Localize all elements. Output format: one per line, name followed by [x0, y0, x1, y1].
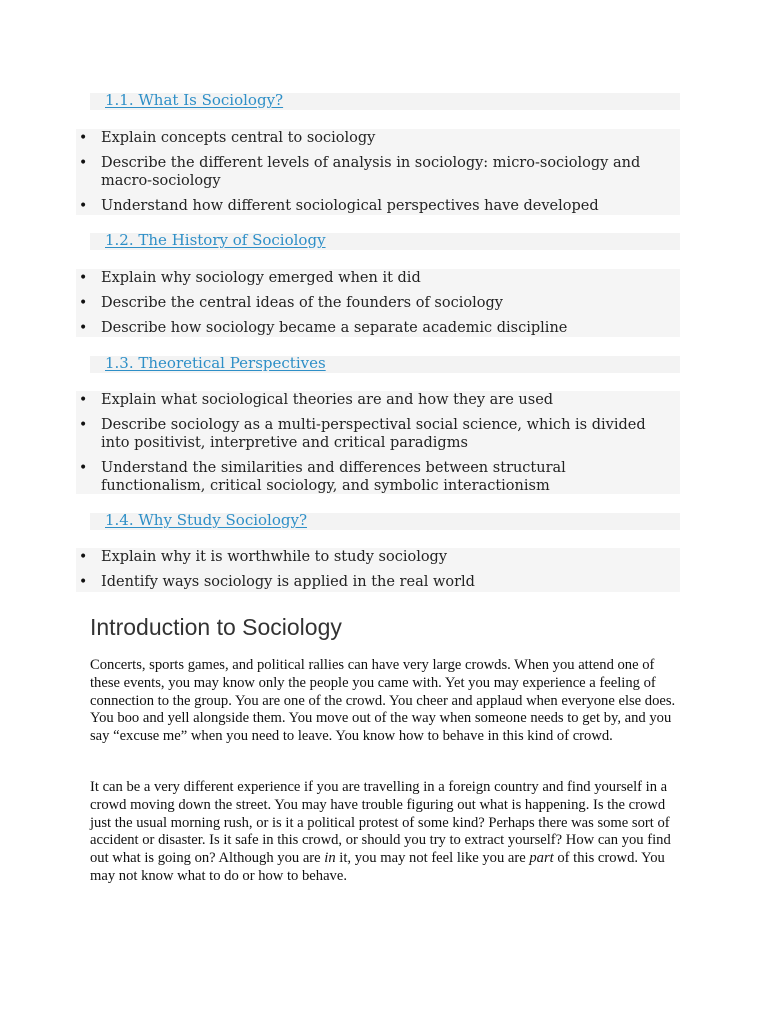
- list-item: • Describe how sociology became a separate academic discipline: [101, 319, 671, 337]
- list-item: • Understand the similarities and differences between structural functionalism, critical sociology, and symbolic interactionism: [101, 459, 671, 495]
- list-item: • Explain why sociology emerged when it did: [101, 269, 671, 287]
- paragraph-text: It can be a very different experience if you are travelling in a foreign country and find yourself in a crowd moving down the street. You may have trouble figuring out what is happening. Is the crowd just the usual morning rush, or is it a political protest of some kind? Perhaps there was some sort of accident or disaster. Is it safe in this crowd, or should you try to extract yourself? How can you find out what is going on? Although you are: [90, 779, 671, 867]
- section-header-band: [90, 233, 680, 250]
- list-item: • Identify ways sociology is applied in the real world: [101, 573, 671, 591]
- section-title-link[interactable]: 1.1. What Is Sociology?: [105, 91, 284, 109]
- objectives-list: [76, 548, 680, 592]
- objectives-list: [76, 129, 680, 215]
- intro-paragraph: [90, 779, 682, 886]
- list-item: • Explain what sociological theories are and how they are used: [101, 391, 671, 409]
- emphasis-text: in: [324, 850, 336, 867]
- section-title-link[interactable]: 1.4. Why Study Sociology?: [105, 511, 308, 529]
- list-item: • Understand how different sociological perspectives have developed: [101, 197, 671, 215]
- list-item: • Explain why it is worthwhile to study sociology: [101, 548, 671, 566]
- emphasis-text: part: [529, 850, 554, 867]
- section-title-link[interactable]: 1.2. The History of Sociology: [105, 231, 326, 249]
- section-header-band: [90, 356, 680, 373]
- list-item: • Describe sociology as a multi-perspectival social science, which is divided into positivist, interpretive and critical paradigms: [101, 416, 671, 452]
- page-title: Introduction to Sociology: [90, 614, 342, 640]
- objectives-list: [76, 391, 680, 494]
- section-header-band: [90, 513, 680, 530]
- section-header-band: [90, 93, 680, 110]
- section-title-link[interactable]: 1.3. Theoretical Perspectives: [105, 354, 326, 372]
- list-item: • Describe the central ideas of the founders of sociology: [101, 294, 671, 312]
- list-item: • Describe the different levels of analysis in sociology: micro-sociology and macro-sociology: [101, 154, 671, 190]
- paragraph-text: of this crowd. You may not know what to do or how to behave.: [90, 850, 665, 884]
- objectives-list: [76, 269, 680, 337]
- paragraph-text: it, you may not feel like you are: [335, 850, 530, 867]
- intro-paragraph: Concerts, sports games, and political rallies can have very large crowds. When you attend one of these events, you may know only the people you came with. Yet you may experience a feeling of connection to the group. You are one of the crowd. You cheer and applaud when everyone else does. You boo and yell alongside them. You move out of the way when someone needs to get by, and you say “excuse me” when you need to leave. You know how to behave in this kind of crowd.: [90, 657, 676, 745]
- list-item: • Explain concepts central to sociology: [101, 129, 671, 147]
